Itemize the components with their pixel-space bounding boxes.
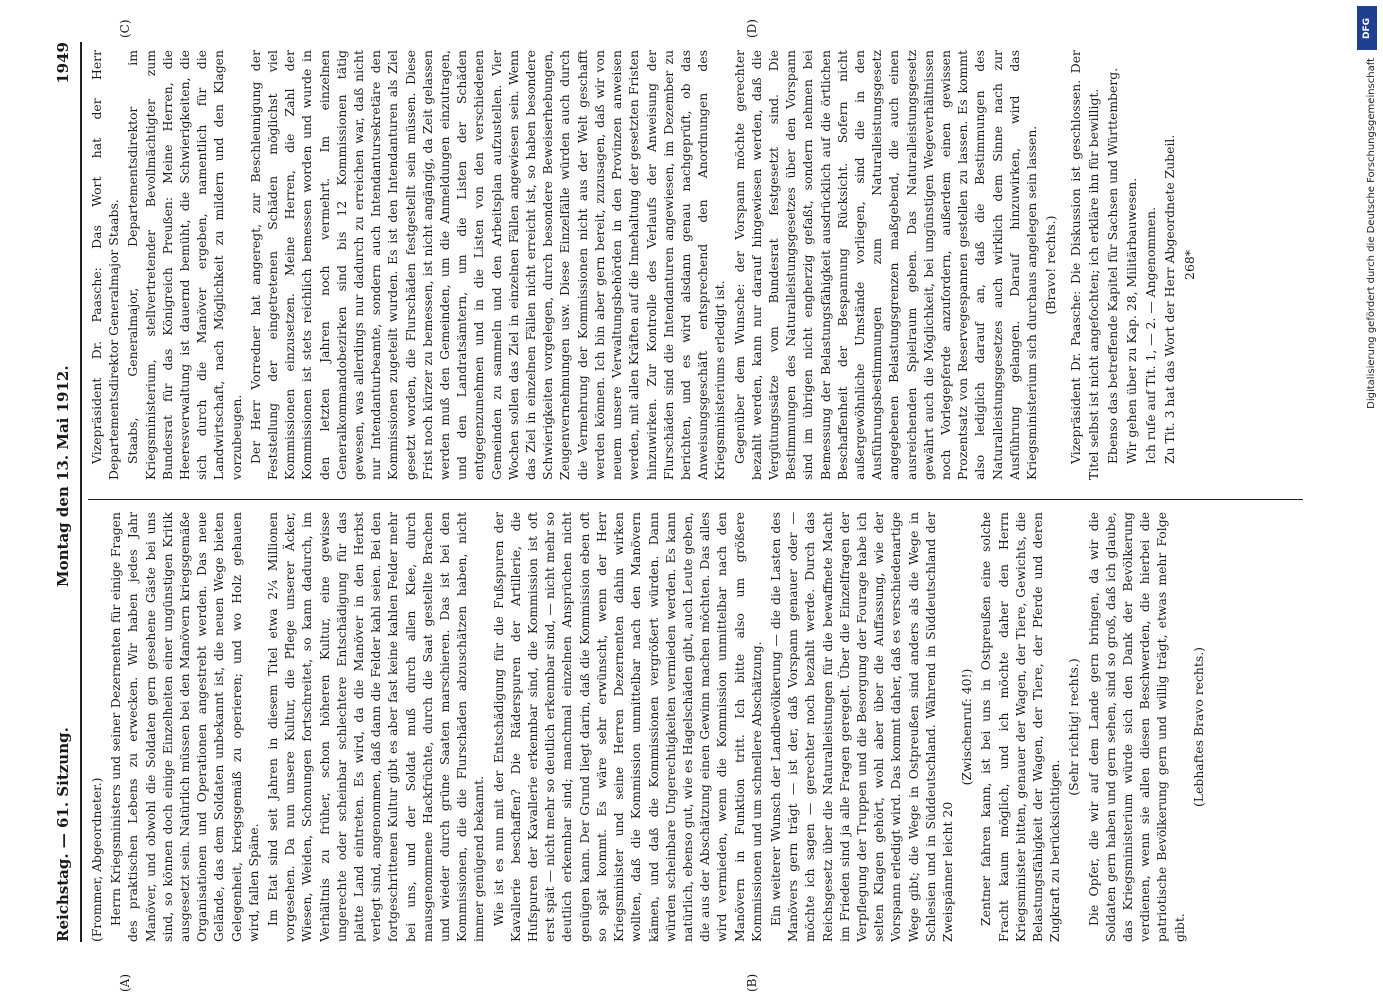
- header-date: Montag den 13. Mai 1912.: [54, 365, 72, 587]
- funding-note: Digitalisierung gefördert durch die Deutsche Forschungsgemeinschaft: [1366, 58, 1377, 409]
- page-number: 1949: [54, 42, 72, 84]
- paragraph: Ebenso das betreffende Kapitel für Sachsen und Württemberg.: [1104, 67, 1120, 464]
- paragraph: Gegenüber dem Wunsche: der Vorspann möchte gerechter bezahlt werden, kann nur darauf hingewiesen werden, daß die Vergütungssätze vom Bundesrat festgesetzt sind. Die Bestimmungen des Naturalleistungsgesetzes über den Vorspann sind im übrigen nicht engherzig gefaßt, sondern nehmen bei Bemessung der Belastungsfähigkeit ausdrücklich auf die örtlichen Beschaffenheit der Bespannung Rücksicht. Sofern nicht außergewöhnliche Umstände vorliegen, sind die in den Ausführungsbestimmungen zum Naturalleistungsgesetz angegebenen Belastungsgrenzen maßgebend, die auch einen ausreichenden Spielraum geben. Das Naturalleistungsgesetz gewährt auch die Möglichkeit, bei ungünstigen Wegeverhältnissen noch Vorlegepferde anzufordern, außerdem einen gewissen Prozentsatz von Reservegespannen gestellen zu lassen. Es kommt also lediglich darauf an, daß die Bestimmungen des Naturalleistungsgesetzes auch wirklich dem Sinne nach zur Ausführung gelangen. Darauf hinzuwirken, wird das Kriegsministerium sich durchaus angelegen sein lassen.: [731, 50, 1039, 480]
- right-text-column: [88, 50, 1303, 480]
- interjection: (Sehr richtig! rechts.): [1066, 658, 1082, 796]
- margin-mark-a: (A): [118, 973, 132, 992]
- interjection: (Zwischenruf: 40!): [959, 668, 975, 786]
- left-text-column: [88, 512, 1303, 942]
- paragraph: Im Etat sind seit Jahren in diesem Titel etwa 2¼ Millionen vorgesehen. Da nun unsere Kultur, die Pflege unserer Äcker, Wiesen, Weiden, Schonungen fortschreitet, so kann dadurch, im Verhältnis zu früher, schon höheren Kultur, eine gewisse ungerechte oder scheinbar schlechtere Entschädigung für das platte Land eintreten. Es wird, da die Manöver in den Herbst verlegt sind, angenommen, daß dann die Felder kahl seien. Bei den fortgeschrittenen Kultur gibt es aber fast keine kahlen Felder mehr bei uns, und der Soldat muß durch allen Klee, durch mausgenommene Hackfrüchte, durch die Saat gestellte Brachen und wieder durch grüne Saaten marschieren. Das ist bei den Kommissionen, die die Flurschäden abzuschätzen haben, nicht immer genügend bekannt.: [265, 512, 487, 942]
- paragraph: Zu Tit. 3 hat das Wort der Herr Abgeordnete Zubeil.: [1162, 134, 1178, 464]
- margin-mark-b: (B): [745, 973, 759, 992]
- paragraph: Ein weiterer Wunsch der Landbevölkerung — die die Lasten des Manövers gern trägt — ist der, daß Vorspann genauer oder — möchte ich sagen — gerechter noch bezahlt werde. Durch das Reichsgesetz über die Naturalleistungen für die bewaffnete Macht im Frieden sind ja alle Fragen geregelt. Über die Einzelfragen der Verpflegung der Truppen und die Besorgung der Fourage habe ich selten Klagen gehört, wohl aber über die Auffassung, wie der Vorspann erledigt wird. Das kommt daher, daß es verschiedenartige Wege gibt; die Wege in Ostpreußen sind anders als die Wege in Schlesien und in Süddeutschland. Während in Süddeutschland der Zweispänner leicht 20: [767, 512, 955, 942]
- applause-note: (Bravo! rechts.): [1043, 215, 1059, 315]
- margin-mark-c: (C): [118, 19, 132, 38]
- dfg-logo: DFG: [1357, 6, 1377, 50]
- column-divider: [88, 499, 1303, 500]
- page-header: [48, 42, 78, 942]
- paragraph: Der Herr Vorredner hat angeregt, zur Beschleunigung der Feststellung der eingetretenen Schäden möglichst viel Kommissionen einzusetzen. Meine Herren, die Zahl der Kommissionen ist stets reichlich bemessen worden und wurde in den letzten Jahren noch vermehrt. Im einzelnen Generalkommandobezirken sind bis 12 Kommissionen tätig gewesen, was allerdings nur dadurch zu erreichen war, daß nicht nur Intendanturbeamte, sondern auch Intendantursekretäre den Kommissionen zugeteilt wurden. Es ist den Intendanturen als Ziel gesetzt worden, die Flurschäden festgestellt sein müssen. Diese Frist noch kürzer zu bemessen, ist nicht angängig, da Zeit gelassen werden muß den Gemeinden, um die Anmeldungen einzutragen, und den Landratsämtern, um die Listen der Schäden entgegenzunehmen und in die Listen von den verschiedenen Gemeinden zu sammeln und den Arbeitsplan aufzustellen. Vier Wochen sollen das Ziel in einzelnen Fällen angewiesen sein. Wenn das Ziel in einzelnen Fällen nicht erreicht ist, so haben besondere Schwierigkeiten vorgelegen, durch besondere Beweiserhebungen, Zeugenvernehmungen usw. Diese Einzelfälle würden auch durch die Vermehrung der Kommissionen nicht aus der Welt geschafft werden können. Ich bin aber gern bereit, zuzusagen, daß wir von neuem unsere Verwaltungsbehörden in den Provinzen anweisen werden, mit allen Kräften auf die Innehaltung der gesetzten Fristen hinzuwirken. Zur Kontrolle des Verlaufs der Anweisung der Flurschäden sind die Intendanturen angewiesen, im Dezember zu berichten, und es wird alsdann genau nachgeprüft, ob das Anweisungsgeschäft entsprechend den Anordnungen des Kriegsministeriums erledigt ist.: [247, 50, 728, 480]
- paragraph: Vizepräsident Dr. Paasche: Die Diskussion ist geschlossen. Der Titel selbst ist nicht angefochten; ich erkläre ihn für bewilligt.: [1068, 50, 1101, 480]
- paragraph: Ich rufe auf Tit. 1, — 2. — Angenommen.: [1143, 206, 1159, 464]
- paragraph: Zentner fahren kann, ist bei uns in Ostpreußen eine solche Fracht kaum möglich, und ich möchte daher den Herrn Kriegsminister bitten, genauer der Wagen, der Tiere, Gewichts, die Belastungsfähigkeit der Wagen, der Tiere, der Pferde und deren Zugkraft zu berücksichtigen.: [978, 512, 1063, 942]
- paragraph: Wir gehen über zu Kap. 28, Militärbauwesen.: [1123, 177, 1139, 464]
- header-rule: [80, 42, 82, 942]
- paragraph: Staabs, Generalmajor, Departementsdirektor im Kriegsministerium, stellvertretender Bevollmächtigter zum Bundesrat für das Königreich Preußen: Meine Herren, die Heeresverwaltung ist dauernd bemüht, die Schwierigkeiten, die sich durch die Manöver ergeben, namentlich für die Landwirtschaft, nach Möglichkeit zu mildern und den Klagen vorzubeugen.: [125, 50, 244, 480]
- header-session: Reichstag. — 61. Sitzung.: [54, 727, 72, 942]
- page-signature-mark: 268*: [1181, 250, 1197, 280]
- applause-note: (Lebhaftes Bravo rechts.): [1190, 647, 1206, 807]
- paragraph: Die Opfer, die wir auf dem Lande gern bringen, da wir die Soldaten gern haben und gern sehen, sind so groß, daß ich glaube, das Kriegsministerium würde sich den Dank der Bevölkerung verdienen, wenn sie allen diesen Beschwerden, die hierbei die patriotische Bevölkerung gern und willig trägt, etwas mehr Folge gibt.: [1085, 512, 1187, 942]
- margin-mark-d: (D): [745, 19, 759, 38]
- speaker-attribution: (Frommer, Abgeordneter.): [89, 777, 104, 942]
- paragraph: Herrn Kriegsministers und seiner Dezernenten für einige Fragen des praktischen Lebens zu erwecken. Wir haben jedes Jahr Manöver, und obwohl die Soldaten gern gesehene Gäste bei uns sind, so können doch einige Einzelheiten einer ungünstigen Kritik ausgesetzt sein. Natürlich müssen bei den Manövern kriegsgemäße Organisationen und Operationen angestrebt werden. Das neue Gelände, das dem Soldaten unbekannt ist, die neuen Wege bieten Gelegenheit, kriegsgemäß zu operieren; und wo Holz gehauen wird, fallen Späne.: [108, 512, 261, 942]
- paragraph: Wie ist es nun mit der Entschädigung für die Fußspuren der Kavallerie beschaffen? Die Räderspuren der Artillerie, die Hufspuren der Kavallerie erkennbar sind, die Kommission ist oft erst spät — nicht mehr so deutlich erkennbar sind, — nicht mehr so deutlich erkennbar sind; manchmal einzelnen Ansprüchen nicht genügen kann. Der Grund liegt darin, daß die Kommission eben oft so spät kommt. Es wäre sehr erwünscht, wenn der Herr Kriegsminister und seine Herren Dezernenten dahin wirken wollten, daß die Kommission unmittelbar nach den Manövern kämen, und daß die Kommissionen vergrößert würden. Dann würden scheinbare Ungerechtigkeiten vermieden werden. Es kann natürlich, ebenso gut, wie es Hagelschäden gibt, auch Leute geben, die aus der Abschätzung einen Gewinn machen möchten. Das alles wird vermieden, wenn die Kommission unmittelbar nach den Manövern in Funktion tritt. Ich bitte also um größere Kommissionen und um schnellere Abschätzung.: [490, 512, 764, 942]
- paragraph: Vizepräsident Dr. Paasche: Das Wort hat der Herr Departementsdirektor Generalmajor Staabs.: [89, 50, 122, 480]
